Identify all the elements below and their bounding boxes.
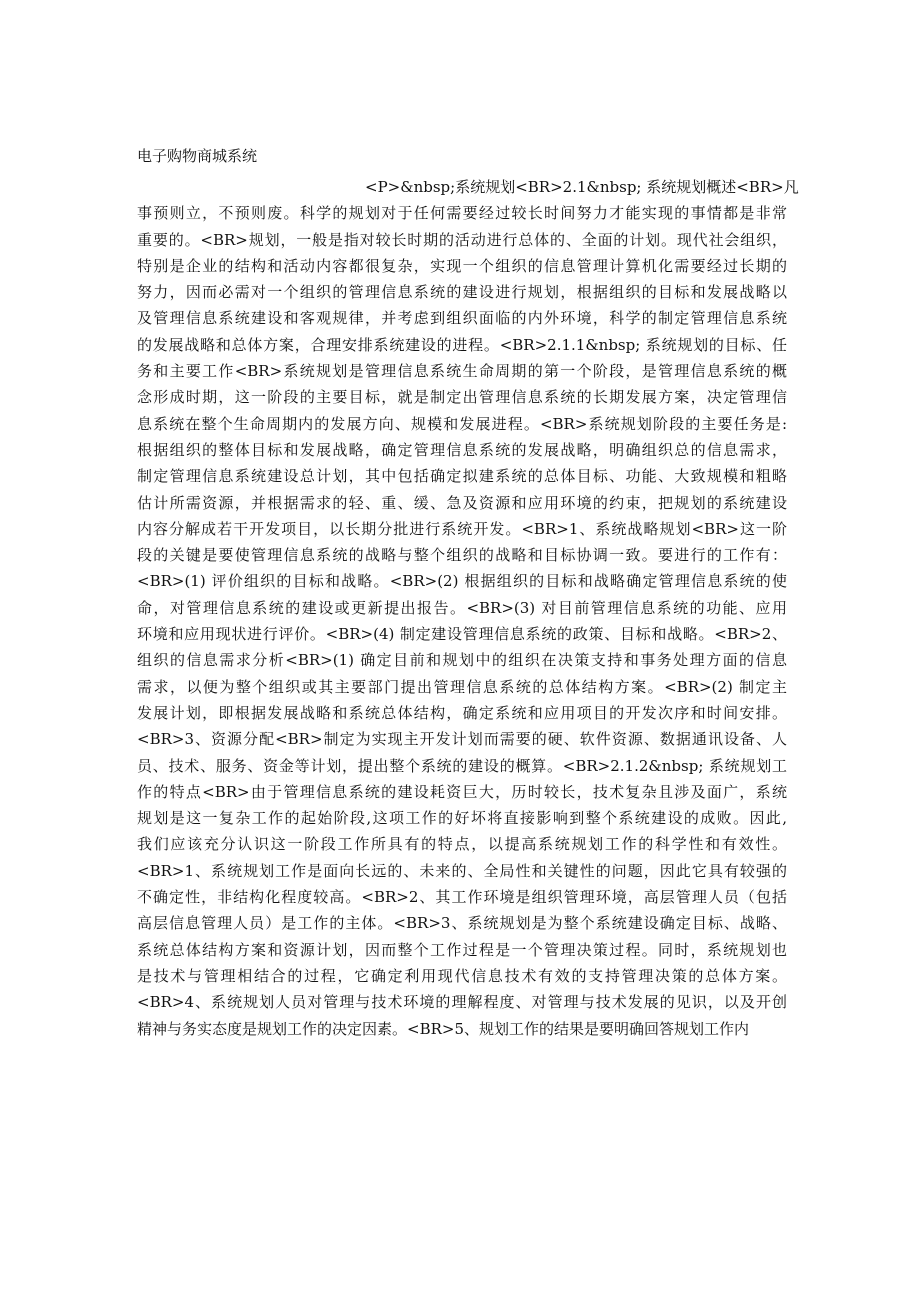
body-line: 念形成时期，这一阶段的主要目标，就是制定出管理信息系统的长期发展方案，决定管理信	[137, 388, 787, 407]
body-line: 规划是这一复杂工作的起始阶段,这项工作的好坏将直接影响到整个系统建设的成败。因此,	[137, 809, 787, 828]
body-line: 息系统在整个生命周期内的发展方向、规模和发展进程。<BR>系统规划阶段的主要任务是:	[137, 414, 787, 433]
body-line: 精神与务实态度是规划工作的决定因素。<BR>5、规划工作的结果是要明确回答规划工作内	[137, 1019, 750, 1038]
body-line: 内容分解成若干开发项目，以长期分批进行系统开发。<BR>1、系统战略规划<BR>这一阶	[137, 519, 787, 538]
body-line: <BR>1、系统规划工作是面向长远的、未来的、全局性和关键性的问题，因此它具有较强的	[137, 861, 787, 880]
body-line: 高层信息管理人员）是工作的主体。<BR>3、系统规划是为整个系统建设确定目标、战略、	[137, 914, 787, 933]
body-line: 制定管理信息系统建设总计划，其中包括确定拟建系统的总体目标、功能、大致规模和粗略	[137, 467, 787, 486]
body-line: 事预则立，不预则废。科学的规划对于任何需要经过较长时间努力才能实现的事情都是非常	[137, 204, 787, 223]
body-line: 根据组织的整体目标和发展战略，确定管理信息系统的发展战略，明确组织总的信息需求，	[137, 440, 787, 459]
body-line: 是技术与管理相结合的过程，它确定利用现代信息技术有效的支持管理决策的总体方案。	[137, 966, 787, 985]
body-line: <P>&nbsp;系统规划<BR>2.1&nbsp; 系统规划概述<BR>凡	[365, 178, 799, 196]
document-body	[137, 174, 799, 1042]
body-line: 命，对管理信息系统的建设或更新提出报告。<BR>(3) 对目前管理信息系统的功能、应用	[137, 598, 787, 617]
body-line: 环境和应用现状进行评价。<BR>(4) 制定建设管理信息系统的政策、目标和战略。<BR>2、	[137, 625, 787, 644]
body-line: 作的特点<BR>由于管理信息系统的建设耗资巨大，历时较长，技术复杂且涉及面广，系统	[137, 782, 787, 801]
body-line: <BR>3、资源分配<BR>制定为实现主开发计划而需要的硬、软件资源、数据通讯设备、人	[137, 730, 787, 749]
body-line: 我们应该充分认识这一阶段工作所具有的特点，以提高系统规划工作的科学性和有效性。	[137, 835, 787, 854]
body-line: 段的关键是要使管理信息系统的战略与整个组织的战略和目标协调一致。要进行的工作有：	[137, 546, 787, 565]
body-line: 不确定性，非结构化程度较高。<BR>2、其工作环境是组织管理环境，高层管理人员（包括	[137, 888, 787, 907]
body-line: 需求，以便为整个组织或其主要部门提出管理信息系统的总体结构方案。<BR>(2) 制定主	[137, 677, 787, 696]
body-line: 的发展战略和总体方案，合理安排系统建设的进程。<BR>2.1.1&nbsp; 系统规划的目标、任	[137, 335, 787, 354]
body-line: 及管理信息系统建设和客观规律，并考虑到组织面临的内外环境，科学的制定管理信息系统	[137, 309, 787, 328]
body-line: 发展计划，即根据发展战略和系统总体结构，确定系统和应用项目的开发次序和时间安排。	[137, 703, 787, 722]
body-line: 组织的信息需求分析<BR>(1) 确定目前和规划中的组织在决策支持和事务处理方面的信息	[137, 651, 787, 670]
body-line: <BR>(1) 评价组织的目标和战略。<BR>(2) 根据组织的目标和战略确定管理信息系统的使	[137, 572, 787, 591]
body-line: 务和主要工作<BR>系统规划是管理信息系统生命周期的第一个阶段，是管理信息系统的概	[137, 362, 787, 381]
body-line: 员、技术、服务、资金等计划，提出整个系统的建设的概算。<BR>2.1.2&nbsp; 系统规划工	[137, 756, 787, 775]
body-line: 系统总体结构方案和资源计划，因而整个工作过程是一个管理决策过程。同时，系统规划也	[137, 940, 787, 959]
body-line: <BR>4、系统规划人员对管理与技术环境的理解程度、对管理与技术发展的见识，以及开创	[137, 993, 787, 1012]
body-line: 估计所需资源，并根据需求的轻、重、缓、急及资源和应用环境的约束，把规划的系统建设	[137, 493, 787, 512]
body-line: 努力，因而必需对一个组织的管理信息系统的建设进行规划，根据组织的目标和发展战略以	[137, 283, 787, 302]
body-line: 重要的。<BR>规划，一般是指对较长时期的活动进行总体的、全面的计划。现代社会组织，	[137, 230, 787, 249]
document-title: 电子购物商城系统	[137, 147, 258, 165]
body-line: 特别是企业的结构和活动内容都很复杂，实现一个组织的信息管理计算机化需要经过长期的	[137, 256, 787, 275]
